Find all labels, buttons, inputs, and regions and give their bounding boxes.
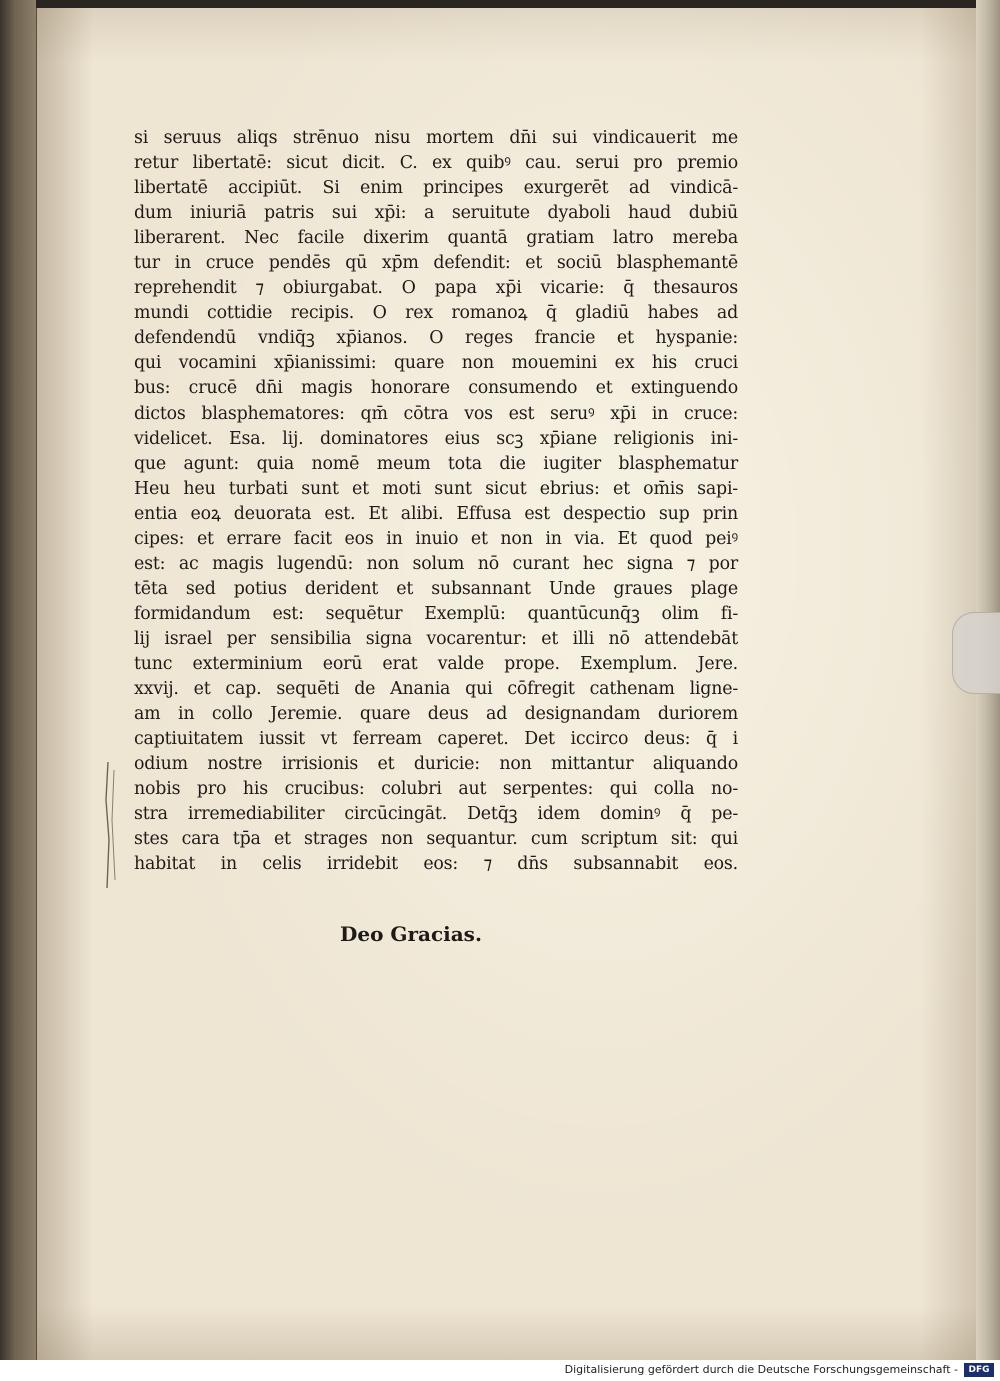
text-line: si seruus aliqs strēnuo nisu mortem dn̄i sui vindicauerit me [134, 128, 738, 148]
page-clip [952, 612, 1000, 694]
text-line: nobis pro his crucibus: colubri aut serpentes: qui colla no- [134, 779, 738, 800]
text-line: liberarent. Nec facile dixerim quantā gratiam latro mereba [134, 228, 738, 249]
left-page-edge [0, 0, 36, 1360]
text-line: tunc exterminium eorū erat valde prope. Exemplum. Jere. [134, 653, 738, 674]
text-line: qui vocamini xp̄ianissimi: quare non mouemini ex his cruci [134, 353, 738, 374]
dfg-logo: DFG [964, 1363, 994, 1377]
funding-credit: Digitalisierung gefördert durch die Deutsche Forschungsgemeinschaft - [564, 1363, 958, 1376]
text-line: Heu heu turbati sunt et moti sunt sicut ebrius: et om̄is sapi- [134, 478, 738, 499]
text-line: dum iniuriā patris sui xp̄i: a seruitute dyaboli haud dubiū [134, 203, 738, 224]
text-line: entia eoꝝ deuorata est. Et alibi. Effusa est despectio sup prin [134, 503, 738, 524]
text-line: tēta sed potius derident et subsannant Unde graues plage [134, 578, 738, 599]
text-line: lij israel per sensibilia signa vocarentur: et illi nō attendebāt [134, 628, 738, 649]
footer-bar [0, 1360, 1000, 1381]
body-text [134, 126, 738, 877]
text-line: stes cara tp̄a et strages non sequantur. cum scriptum sit: qui [134, 829, 738, 850]
text-line: retur libertatē: sicut dicit. C. ex quibꝰ cau. serui pro premio [134, 153, 738, 174]
closing-line: Deo Gracias. [340, 922, 482, 946]
text-line: formidandum est: sequētur Exemplū: quantūcunq̄ꝫ olim fi- [134, 603, 738, 624]
text-line: videlicet. Esa. lij. dominatores eius scꝫ xp̄iane religionis ini- [134, 428, 738, 449]
text-line: odium nostre irrisionis et duricie: non mittantur aliquando [134, 754, 738, 775]
text-line: defendendū vndiq̄ꝫ xp̄ianos. O reges francie et hyspanie: [134, 328, 738, 349]
text-line: que agunt: quia nomē meum tota die iugiter blasphematur [134, 453, 738, 474]
text-line: libertatē accipiūt. Si enim principes exurgerēt ad vindicā- [134, 178, 738, 199]
margin-annotation-mark [100, 760, 122, 890]
text-line: cipes: et errare facit eos in inuio et non in via. Et quod peiꝰ [134, 528, 738, 549]
text-line: am in collo Jeremie. quare deus ad designandam duriorem [134, 704, 738, 725]
text-line: reprehendit ⁊ obiurgabat. O papa xp̄i vicarie: q̄ thesauros [134, 278, 738, 299]
text-line: captiuitatem iussit vt ferream caperet. Det iccirco deus: q̄ i [134, 729, 738, 750]
text-line: mundi cottidie recipis. O rex romanoꝝ q̄ gladiū habes ad [134, 303, 738, 324]
text-line: dictos blasphematores: qm̄ cōtra vos est seruꝰ xp̄i in cruce: [134, 403, 738, 424]
text-line: xxvij. et cap. sequēti de Anania qui cōfregit cathenam ligne- [134, 679, 738, 700]
text-line: habitat in celis irridebit eos: ⁊ dn̄s subsannabit eos. [134, 854, 738, 875]
text-line: bus: crucē dn̄i magis honorare consumendo et extinguendo [134, 378, 738, 399]
text-line: est: ac magis lugendū: non solum nō curant hec signa ⁊ por [134, 553, 738, 574]
text-line: tur in cruce pendēs qū xp̄m defendit: et sociū blasphemantē [134, 253, 738, 274]
text-line: stra irremediabiliter circūcingāt. Detq̄ꝫ idem dominꝰ q̄ pe- [134, 804, 738, 825]
